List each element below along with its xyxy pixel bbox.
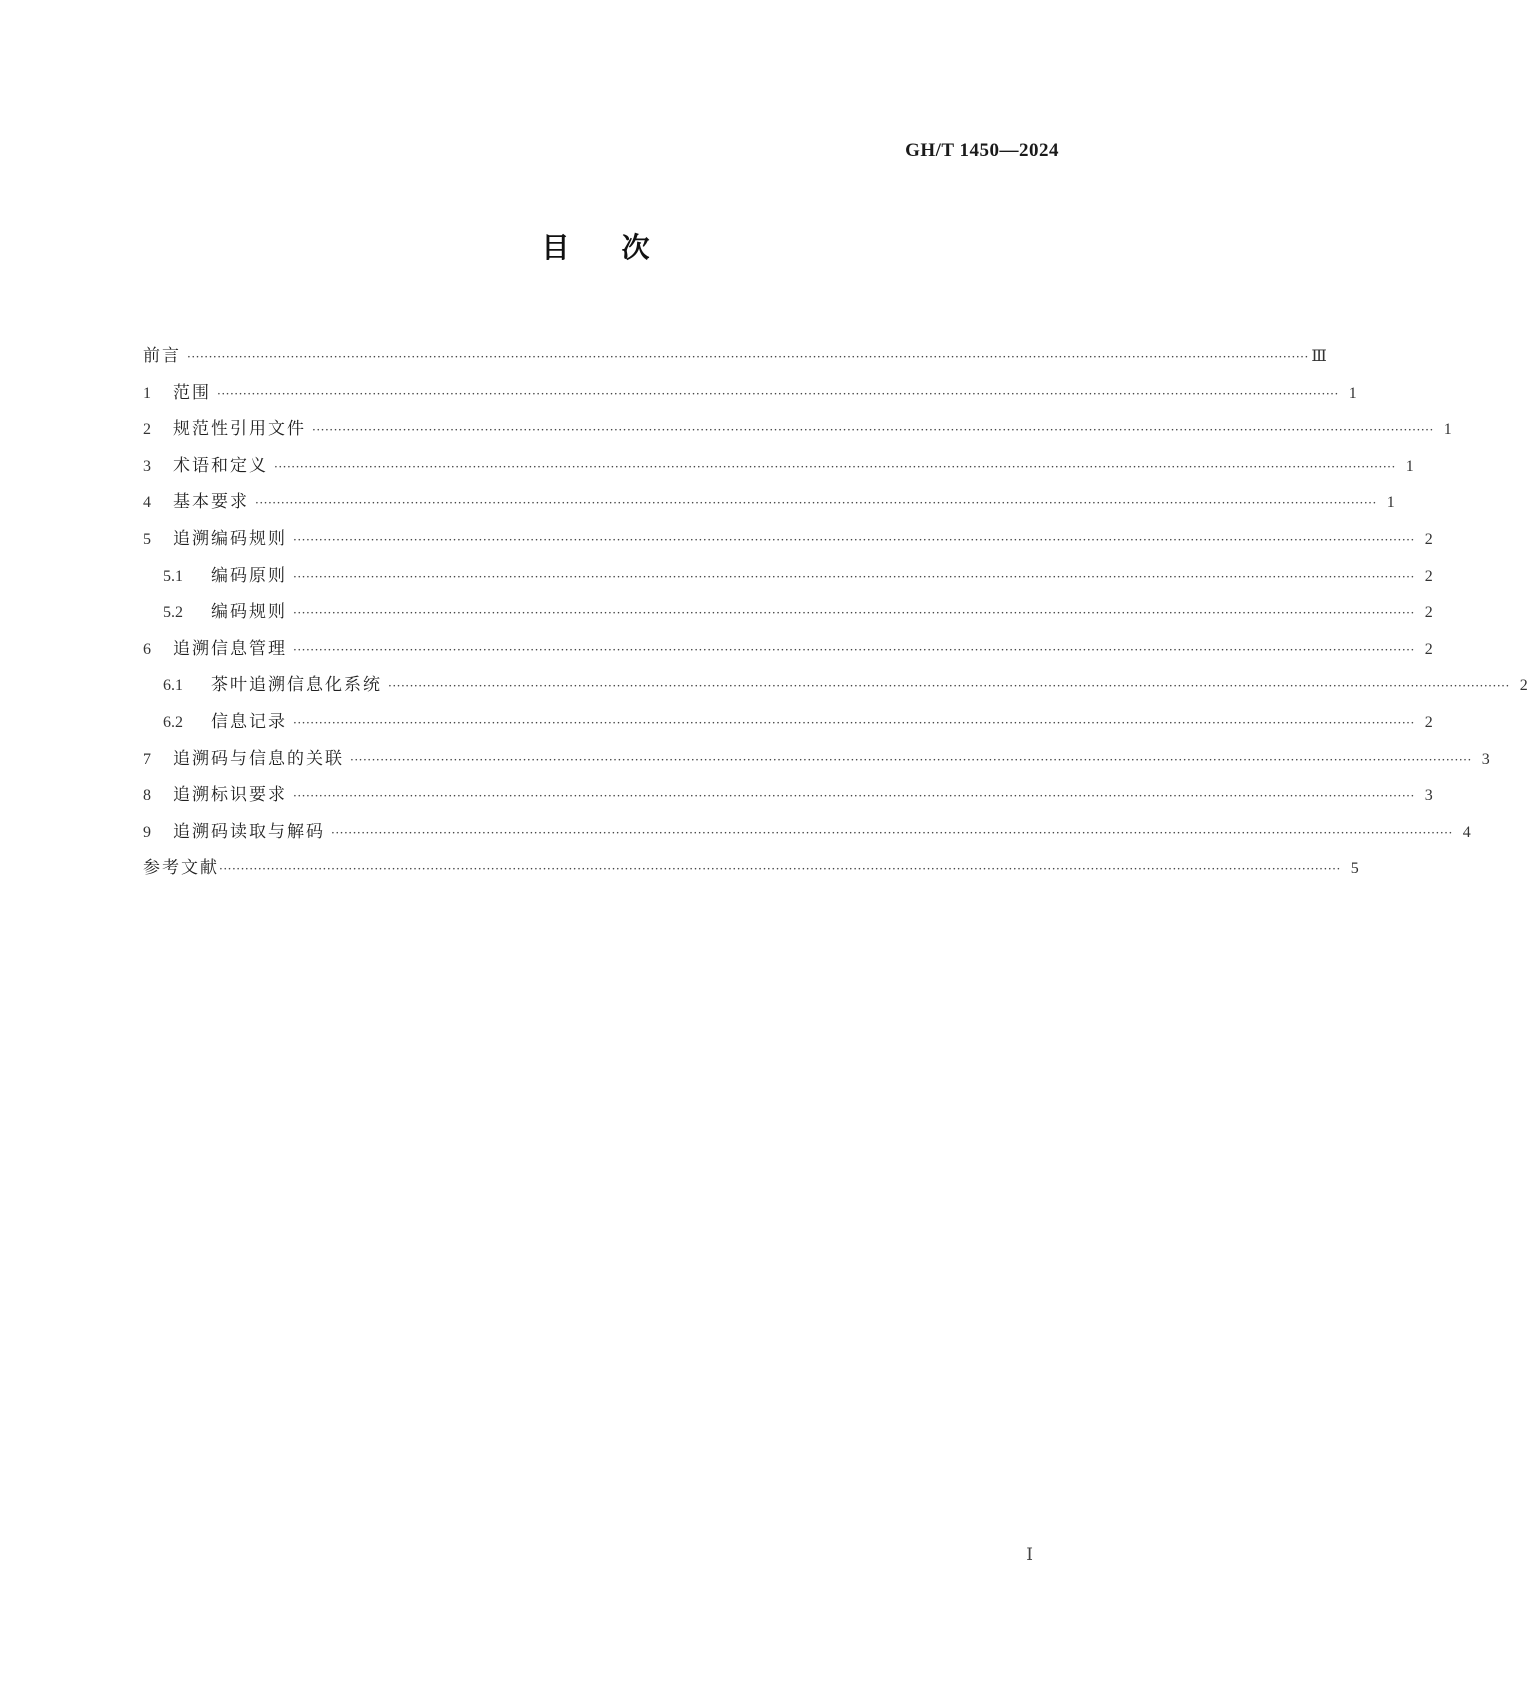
table-of-contents	[143, 338, 1528, 887]
toc-entry-page: 4	[1462, 823, 1471, 841]
toc-entry-page: 2	[1519, 677, 1528, 695]
toc-entry[interactable]	[143, 667, 1528, 704]
toc-entry[interactable]	[143, 704, 1433, 741]
toc-entry-title: 追溯标识要求	[173, 785, 287, 806]
toc-entry-number: 7	[143, 750, 151, 768]
toc-entry-page: 1	[1386, 494, 1395, 512]
toc-dot-leader: ····································································································································································································································································	[293, 532, 1415, 547]
toc-dot-leader: ····································································································································································································································································	[187, 350, 1309, 364]
toc-entry-number: 6.1	[163, 677, 183, 695]
toc-entry-number: 5.1	[163, 567, 183, 585]
toc-entry-title: 茶叶追溯信息化系统	[211, 675, 382, 696]
toc-entry-title: 追溯码与信息的关联	[173, 748, 344, 769]
page-number: Ⅰ	[1026, 1545, 1033, 1564]
toc-dot-leader: ····································································································································································································································································	[217, 386, 1339, 401]
toc-entry[interactable]	[143, 411, 1452, 448]
toc-dot-leader: ····································································································································································································································································	[312, 423, 1434, 438]
toc-entry[interactable]	[143, 521, 1433, 558]
toc-entry-number: 4	[143, 494, 151, 512]
toc-entry[interactable]	[143, 777, 1433, 814]
toc-entry-page: 3	[1424, 787, 1433, 805]
toc-entry-page: 3	[1481, 750, 1490, 768]
toc-entry-title: 编码规则	[211, 602, 287, 623]
toc-entry[interactable]	[143, 558, 1433, 595]
toc-entry-title: 基本要求	[173, 492, 249, 513]
toc-entry-title: 规范性引用文件	[173, 419, 306, 440]
toc-entry[interactable]	[143, 594, 1433, 631]
toc-entry-page: Ⅲ	[1311, 348, 1327, 365]
toc-entry-page: 1	[1443, 421, 1452, 439]
toc-entry[interactable]	[143, 448, 1414, 485]
toc-entry-number: 9	[143, 823, 151, 841]
toc-entry-number: 5.2	[163, 604, 183, 622]
toc-entry-page: 2	[1424, 640, 1433, 658]
toc-entry-page: 2	[1424, 567, 1433, 585]
toc-dot-leader: ····································································································································································································································································	[293, 569, 1415, 584]
toc-entry-page: 2	[1424, 530, 1433, 548]
toc-entry-title: 信息记录	[211, 711, 287, 732]
toc-dot-leader: ····································································································································································································································································	[350, 752, 1472, 767]
toc-entry[interactable]	[143, 484, 1395, 521]
toc-dot-leader: ····································································································································································································································································	[293, 789, 1415, 804]
toc-dot-leader: ····································································································································································································································································	[331, 825, 1453, 840]
toc-entry-number: 6.2	[163, 713, 183, 731]
toc-entry-title: 参考文献	[143, 858, 219, 879]
toc-entry-number: 5	[143, 530, 151, 548]
toc-entry[interactable]	[143, 375, 1357, 412]
toc-entry-title: 追溯码读取与解码	[173, 821, 325, 842]
toc-entry-title: 范围	[173, 382, 211, 403]
toc-dot-leader: ····································································································································································································································································	[293, 606, 1415, 621]
standard-code: GH/T 1450—2024	[905, 140, 1059, 161]
toc-entry[interactable]	[143, 338, 1327, 375]
toc-dot-leader: ····································································································································································································································································	[293, 715, 1415, 730]
toc-dot-leader: ····································································································································································································································································	[274, 459, 1396, 474]
toc-entry[interactable]	[143, 814, 1471, 851]
toc-entry-title: 追溯编码规则	[173, 528, 287, 549]
toc-dot-leader: ····································································································································································································································································	[219, 862, 1341, 877]
toc-entry-number: 8	[143, 787, 151, 805]
toc-dot-leader: ····································································································································································································································································	[255, 496, 1377, 511]
toc-entry-page: 5	[1350, 860, 1359, 878]
toc-entry-number: 3	[143, 457, 151, 475]
toc-entry[interactable]	[143, 741, 1490, 778]
toc-entry-number: 1	[143, 384, 151, 402]
toc-entry-page: 1	[1405, 457, 1414, 475]
toc-dot-leader: ····································································································································································································································································	[293, 642, 1415, 657]
toc-dot-leader: ····································································································································································································································································	[388, 679, 1510, 694]
toc-entry[interactable]	[143, 631, 1433, 668]
toc-entry-number: 2	[143, 421, 151, 439]
toc-entry-title: 术语和定义	[173, 455, 268, 476]
toc-entry[interactable]	[143, 850, 1359, 887]
toc-entry-page: 2	[1424, 713, 1433, 731]
toc-entry-title: 前言	[143, 346, 181, 366]
toc-entry-title: 追溯信息管理	[173, 638, 287, 659]
toc-entry-title: 编码原则	[211, 565, 287, 586]
toc-entry-number: 6	[143, 640, 151, 658]
page-title: 目次	[541, 231, 702, 264]
toc-entry-page: 1	[1348, 384, 1357, 402]
toc-entry-page: 2	[1424, 604, 1433, 622]
